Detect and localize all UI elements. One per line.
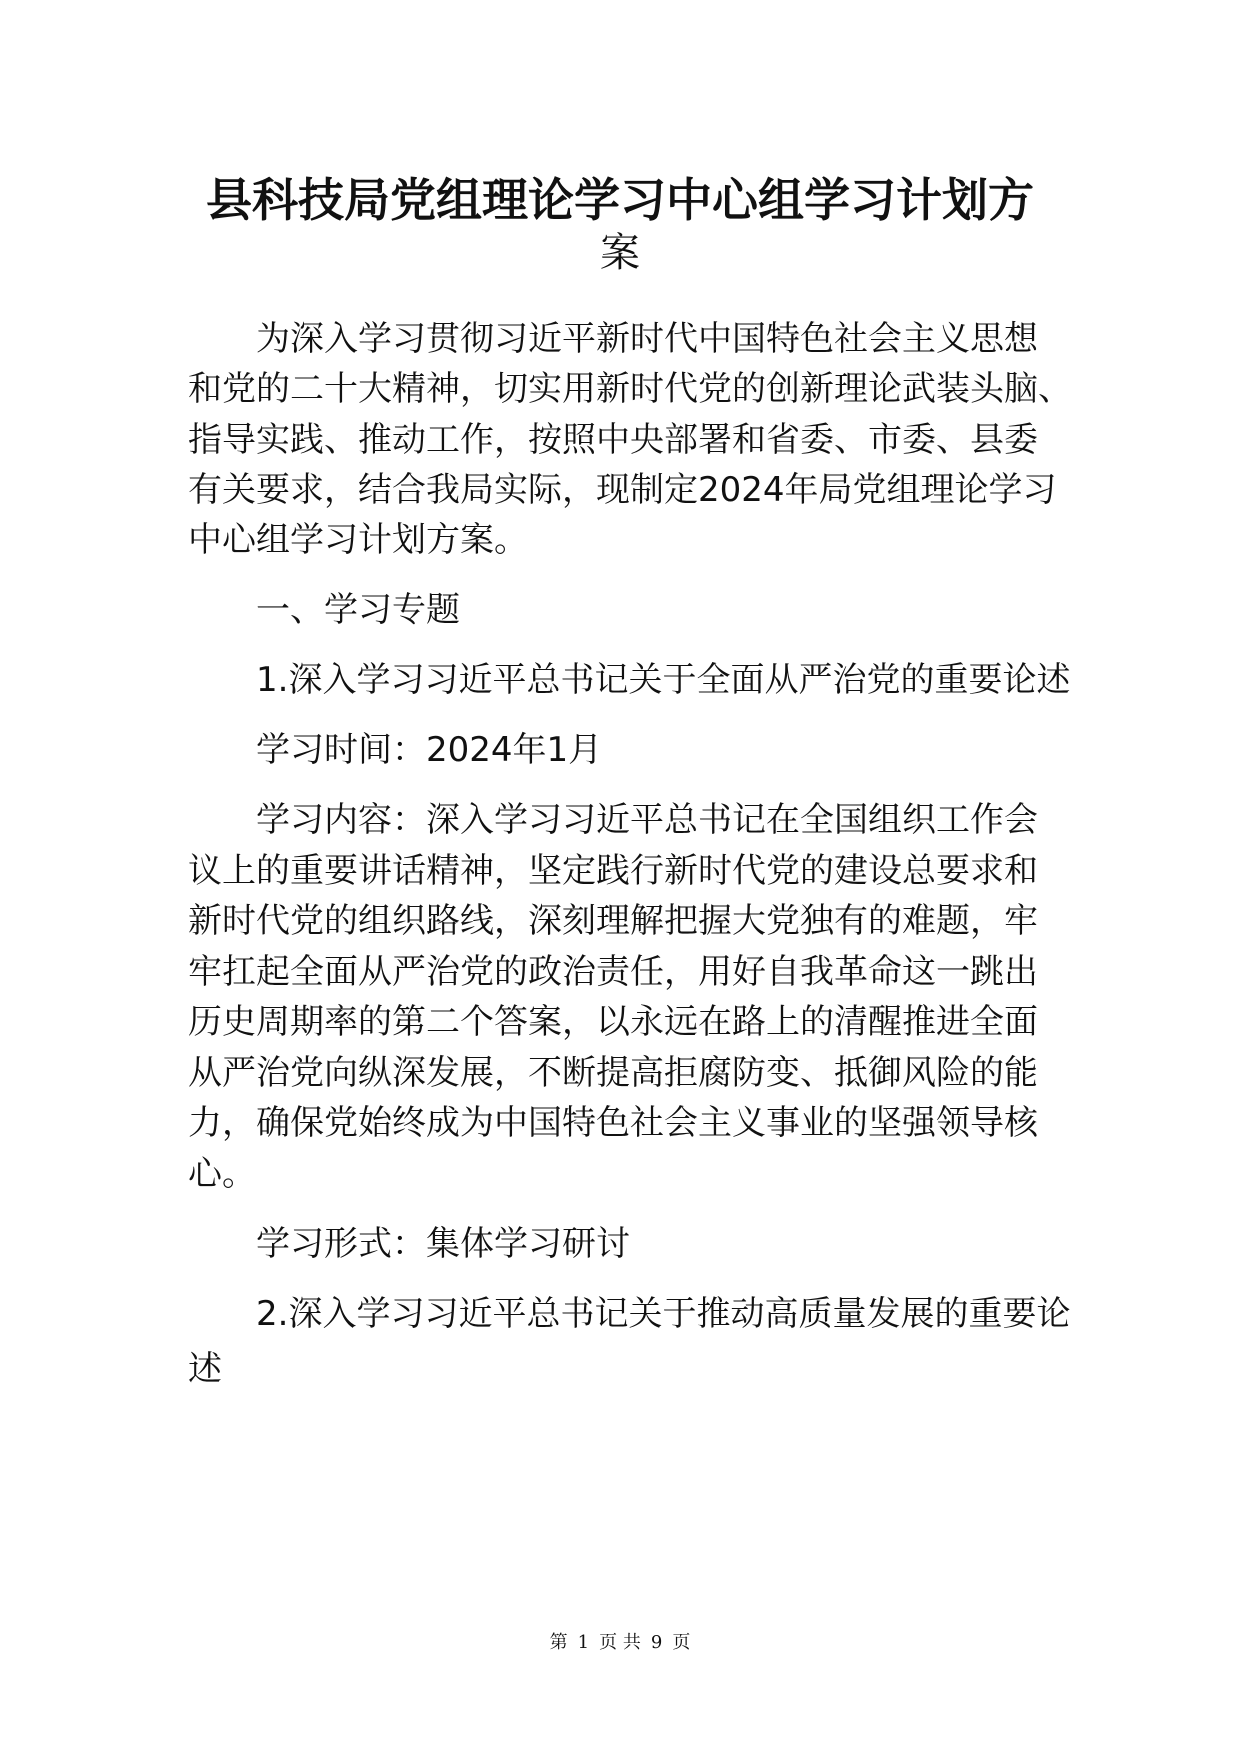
document-title-line-2: 案 — [600, 230, 640, 276]
topic-1-content-line: 议上的重要讲话精神，坚定践行新时代党的建设总要求和 — [188, 851, 1038, 891]
intro-line: 有关要求，结合我局实际，现制定2024年局党组理论学习 — [188, 470, 1057, 510]
footer-total-pages: 9 — [650, 1632, 663, 1653]
topic-2-title-line: 述 — [188, 1349, 222, 1389]
topic-1-content-line: 历史周期率的第二个答案，以永远在路上的清醒推进全面 — [188, 1002, 1038, 1042]
intro-line: 指导实践、推动工作，按照中央部署和省委、市委、县委 — [188, 420, 1038, 460]
topic-1-content-line: 心。 — [188, 1154, 256, 1194]
intro-line: 中心组学习计划方案。 — [188, 520, 528, 560]
page-footer — [0, 1631, 1240, 1655]
footer-page-number: 1 — [577, 1632, 590, 1653]
topic-1-content-line: 力，确保党始终成为中国特色社会主义事业的坚强领导核 — [188, 1103, 1038, 1143]
intro-line: 为深入学习贯彻习近平新时代中国特色社会主义思想 — [256, 319, 1038, 359]
topic-1-content-line: 新时代党的组织路线，深刻理解把握大党独有的难题，牢 — [188, 901, 1038, 941]
topic-1-form: 学习形式：集体学习研讨 — [256, 1224, 630, 1264]
topic-1-content-line: 学习内容：深入学习习近平总书记在全国组织工作会 — [256, 800, 1038, 840]
topic-1-content-line: 牢扛起全面从严治党的政治责任，用好自我革命这一跳出 — [188, 952, 1038, 992]
intro-line: 和党的二十大精神，切实用新时代党的创新理论武装头脑、 — [188, 369, 1072, 409]
footer-prefix: 第 — [549, 1632, 568, 1653]
topic-1-title: 1.深入学习习近平总书记关于全面从严治党的重要论述 — [256, 660, 1071, 700]
topic-1-content-line: 从严治党向纵深发展，不断提高拒腐防变、抵御风险的能 — [188, 1053, 1038, 1093]
document-title-line-1: 县科技局党组理论学习中心组学习计划方 — [206, 173, 1034, 227]
footer-suffix: 页 — [672, 1632, 691, 1653]
footer-middle: 页 共 — [599, 1632, 641, 1653]
topic-2-title-line: 2.深入学习习近平总书记关于推动高质量发展的重要论 — [256, 1294, 1071, 1334]
topic-1-time: 学习时间：2024年1月 — [256, 730, 603, 770]
section-heading: 一、学习专题 — [256, 590, 460, 630]
